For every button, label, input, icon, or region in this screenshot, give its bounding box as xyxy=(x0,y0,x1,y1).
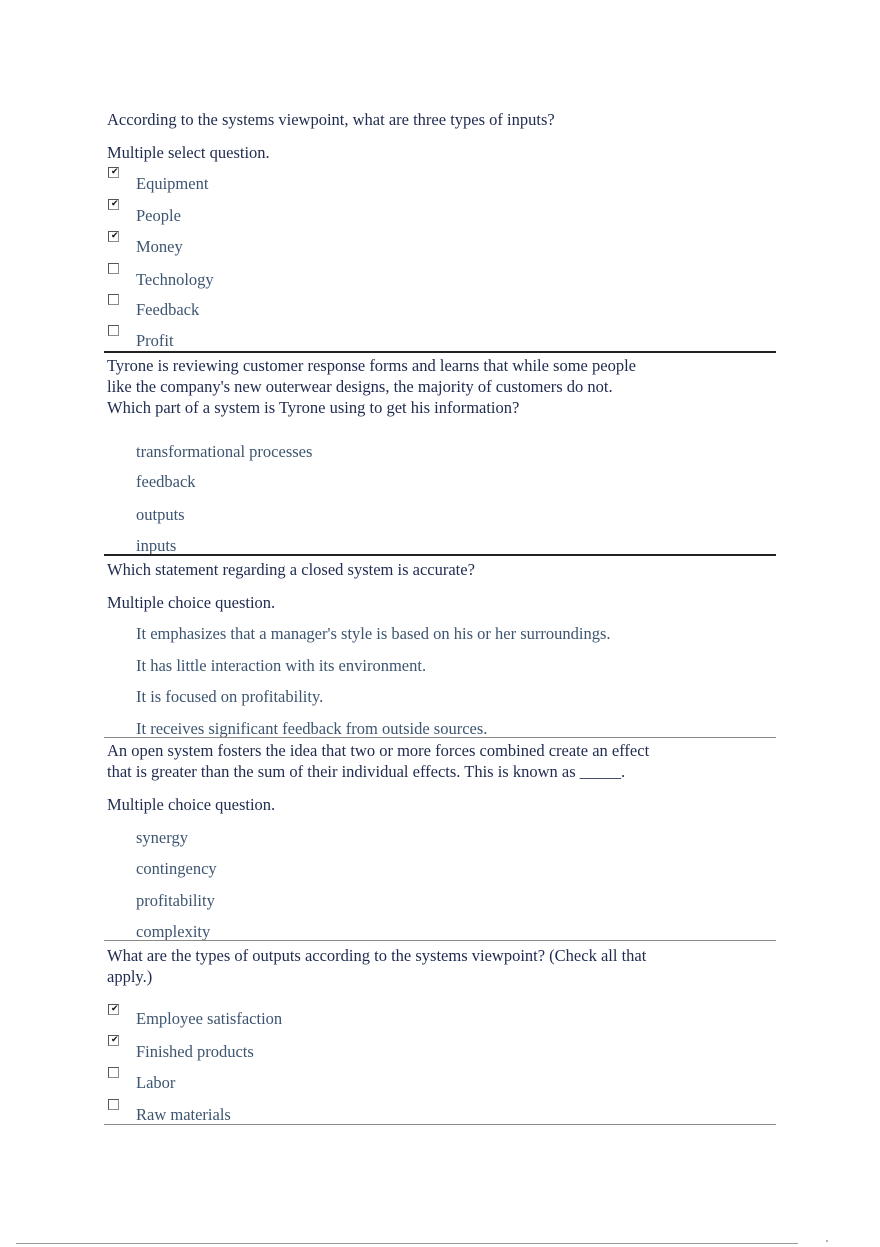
question-4-type: Multiple choice question. xyxy=(107,795,276,814)
option-feedback[interactable]: feedback xyxy=(136,472,196,491)
option-money[interactable]: Money xyxy=(136,237,183,256)
question-1 xyxy=(104,108,776,352)
option-raw-materials[interactable]: Raw materials xyxy=(136,1105,231,1124)
option-profitability[interactable]: profitability xyxy=(136,891,215,910)
question-4 xyxy=(104,737,776,941)
checkmark-icon: ✔ xyxy=(111,1035,119,1045)
option-little-interaction[interactable]: It has little interaction with its environment. xyxy=(136,656,427,675)
option-finished-products[interactable]: Finished products xyxy=(136,1042,254,1061)
question-4-text-line-2: that is greater than the sum of their individual effects. This is known as _____. xyxy=(107,762,626,781)
checkmark-icon: ✔ xyxy=(111,231,119,241)
question-5-text-line-1: What are the types of outputs according to the systems viewpoint? (Check all that xyxy=(107,946,647,965)
question-3-text: Which statement regarding a closed system is accurate? xyxy=(107,560,475,579)
checkbox-equipment[interactable] xyxy=(108,167,119,178)
question-3-type: Multiple choice question. xyxy=(107,593,276,612)
question-2 xyxy=(104,351,776,556)
checkbox-employee-satisfaction[interactable] xyxy=(108,1004,119,1015)
checkmark-icon: ✔ xyxy=(111,1004,119,1014)
question-4-text-line-1: An open system fosters the idea that two or more forces combined create an effect xyxy=(107,741,650,760)
option-people[interactable]: People xyxy=(136,206,181,225)
checkbox-labor[interactable] xyxy=(108,1067,119,1078)
option-synergy[interactable]: synergy xyxy=(136,828,188,847)
checkbox-people[interactable] xyxy=(108,199,119,210)
option-profitability[interactable]: It is focused on profitability. xyxy=(136,687,324,706)
option-outputs[interactable]: outputs xyxy=(136,505,185,524)
checkbox-money[interactable] xyxy=(108,231,119,242)
checkmark-icon: ✔ xyxy=(111,199,119,209)
option-employee-satisfaction[interactable]: Employee satisfaction xyxy=(136,1009,283,1028)
option-profit[interactable]: Profit xyxy=(136,331,174,350)
checkbox-feedback[interactable] xyxy=(108,294,119,305)
option-significant-feedback[interactable]: It receives significant feedback from outside sources. xyxy=(136,719,488,738)
option-complexity[interactable]: complexity xyxy=(136,922,211,941)
option-feedback[interactable]: Feedback xyxy=(136,300,200,319)
question-3 xyxy=(104,554,776,739)
option-inputs[interactable]: inputs xyxy=(136,536,177,555)
option-labor[interactable]: Labor xyxy=(136,1073,176,1092)
footer-divider xyxy=(16,1243,798,1244)
checkbox-raw-materials[interactable] xyxy=(108,1099,119,1110)
option-equipment[interactable]: Equipment xyxy=(136,174,209,193)
option-managers-style[interactable]: It emphasizes that a manager's style is based on his or her surroundings. xyxy=(136,624,611,643)
option-technology[interactable]: Technology xyxy=(136,270,214,289)
question-2-text-line-1: Tyrone is reviewing customer response forms and learns that while some people xyxy=(107,356,636,375)
question-5-text-line-2: apply.) xyxy=(107,967,153,986)
question-5 xyxy=(104,940,776,1125)
question-2-text-line-2: like the company's new outerwear designs, the majority of customers do not. xyxy=(107,377,613,396)
question-1-type: Multiple select question. xyxy=(107,143,270,162)
checkmark-icon: ✔ xyxy=(111,167,119,177)
question-1-text: According to the systems viewpoint, what are three types of inputs? xyxy=(107,110,555,129)
checkbox-profit[interactable] xyxy=(108,325,119,336)
footer-mark xyxy=(826,1240,828,1242)
checkbox-finished-products[interactable] xyxy=(108,1035,119,1046)
checkbox-technology[interactable] xyxy=(108,263,119,274)
question-2-text-line-3: Which part of a system is Tyrone using to get his information? xyxy=(107,398,520,417)
option-contingency[interactable]: contingency xyxy=(136,859,217,878)
option-transformational-processes[interactable]: transformational processes xyxy=(136,442,313,461)
